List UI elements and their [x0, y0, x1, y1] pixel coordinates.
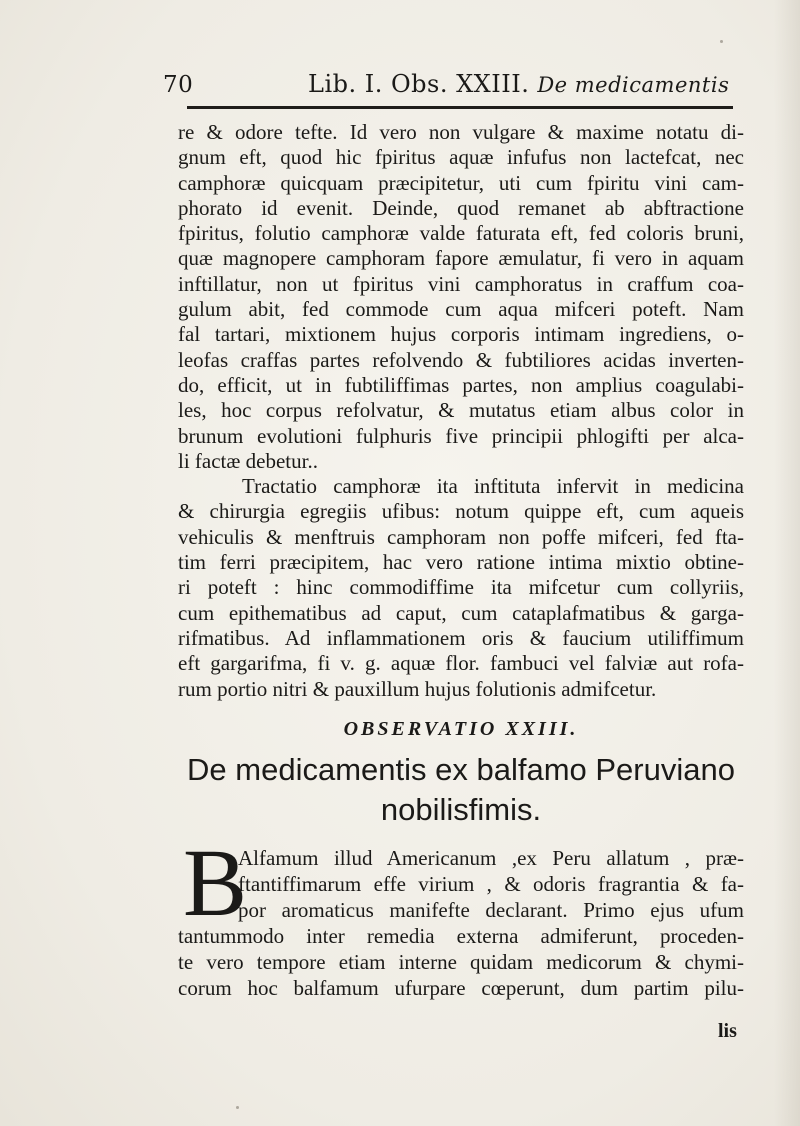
text-line: Alfamum illud Americanum ,ex Peru allatum , præ-: [238, 846, 744, 870]
text-line: gulum abit, fed commode cum aqua mifceri poteft. Nam: [178, 297, 744, 322]
text-line: inftillatur, non ut fpiritus vini camphoratus in craffum coa-: [178, 271, 744, 296]
text-line: vehiculis & menftruis camphoram non poffe mifceri, fed fta-: [178, 524, 744, 549]
section-title-line2: nobilisfimis.: [380, 792, 542, 827]
text-line: fpiritus, folutio camphoræ valde faturata eft, fed coloris bruni,: [178, 221, 744, 246]
text-line: cum epithematibus ad caput, cum cataplafmatibus & garga-: [178, 600, 744, 625]
text-line: eft gargarifma, fi v. g. aquæ flor. fambuci vel falviæ aut rofa-: [178, 651, 744, 676]
text-line: & chirurgia egregiis ufibus: notum quippe eft, cum aqueis: [178, 499, 744, 524]
text-line: re & odore tefte. Id vero non vulgare & maxime notatu di-: [178, 120, 744, 144]
body-text-part2: [178, 845, 744, 1001]
header-rule: [187, 106, 733, 109]
running-head-title: Lib. I. Obs. XXIII.: [308, 70, 530, 98]
text-line: li factæ debetur..: [178, 448, 318, 473]
text-line: camphoræ quicquam præcipitetur, uti cum fpiritu vini cam-: [178, 170, 744, 195]
text-line: quæ magnopere camphoram fapore æmulatur, fi vero in aquam: [178, 246, 744, 271]
text-line: fal tartari, mixtionem hujus corporis intimam ingrediens, o-: [178, 322, 744, 347]
running-head: [308, 70, 729, 98]
text-line: brunum evolutioni fulphuris five principii phlogifti per alca-: [178, 423, 744, 448]
section-title-line1: De medicamentis ex balfamo Peruviano: [187, 752, 735, 787]
page-edge-shadow: [774, 0, 800, 1126]
text-line: Tractatio camphoræ ita inftituta infervit in medicina: [242, 474, 744, 499]
text-line: te vero tempore etiam interne quidam medicorum & chymi-: [178, 950, 744, 974]
text-line: corum hoc balfamum ufurpare cœperunt, dum partim pilu-: [178, 976, 744, 1000]
text-line: por aromaticus manifefte declarant. Primo ejus ufum: [238, 898, 744, 922]
observation-label: OBSERVATIO XXIII.: [343, 718, 579, 740]
catchword: lis: [718, 1020, 737, 1042]
text-line: ri poteft : hinc commodiffime ita mifcetur cum collyriis,: [178, 575, 744, 600]
text-line: do, efficit, ut in fubtiliffimas partes, non amplius coagulabi-: [178, 372, 744, 397]
text-line: les, hoc corpus refolvatur, & mutatus etiam albus color in: [178, 398, 744, 423]
text-line: leofas craffas partes refolvendo & fubtiliores acidas inverten-: [178, 347, 744, 372]
text-line: phorato id evenit. Deinde, quod remanet ab abftractione: [178, 195, 744, 220]
text-line: rum portio nitri & pauxillum hujus folutionis admifcetur.: [178, 676, 657, 701]
text-line: gnum eft, quod hic fpiritus aquæ infufus non lactefcat, nec: [178, 145, 744, 170]
paper-speck: [236, 1106, 239, 1109]
drop-cap: B: [183, 829, 248, 936]
page-number: 70: [163, 72, 194, 98]
text-line: ftantiffimarum effe virium , & odoris fragrantia & fa-: [238, 872, 744, 896]
text-line: tim ferri præcipitem, hac vero ratione intima mixtio obtine-: [178, 550, 744, 575]
text-line: rifmatibus. Ad inflammationem oris & faucium utiliffimum: [178, 625, 744, 650]
text-line: tantummodo inter remedia externa admiferunt, proceden-: [178, 924, 744, 948]
running-head-italic: De medicamentis: [537, 73, 730, 97]
paper-speck: [720, 40, 723, 43]
body-text-part1: [178, 120, 744, 702]
